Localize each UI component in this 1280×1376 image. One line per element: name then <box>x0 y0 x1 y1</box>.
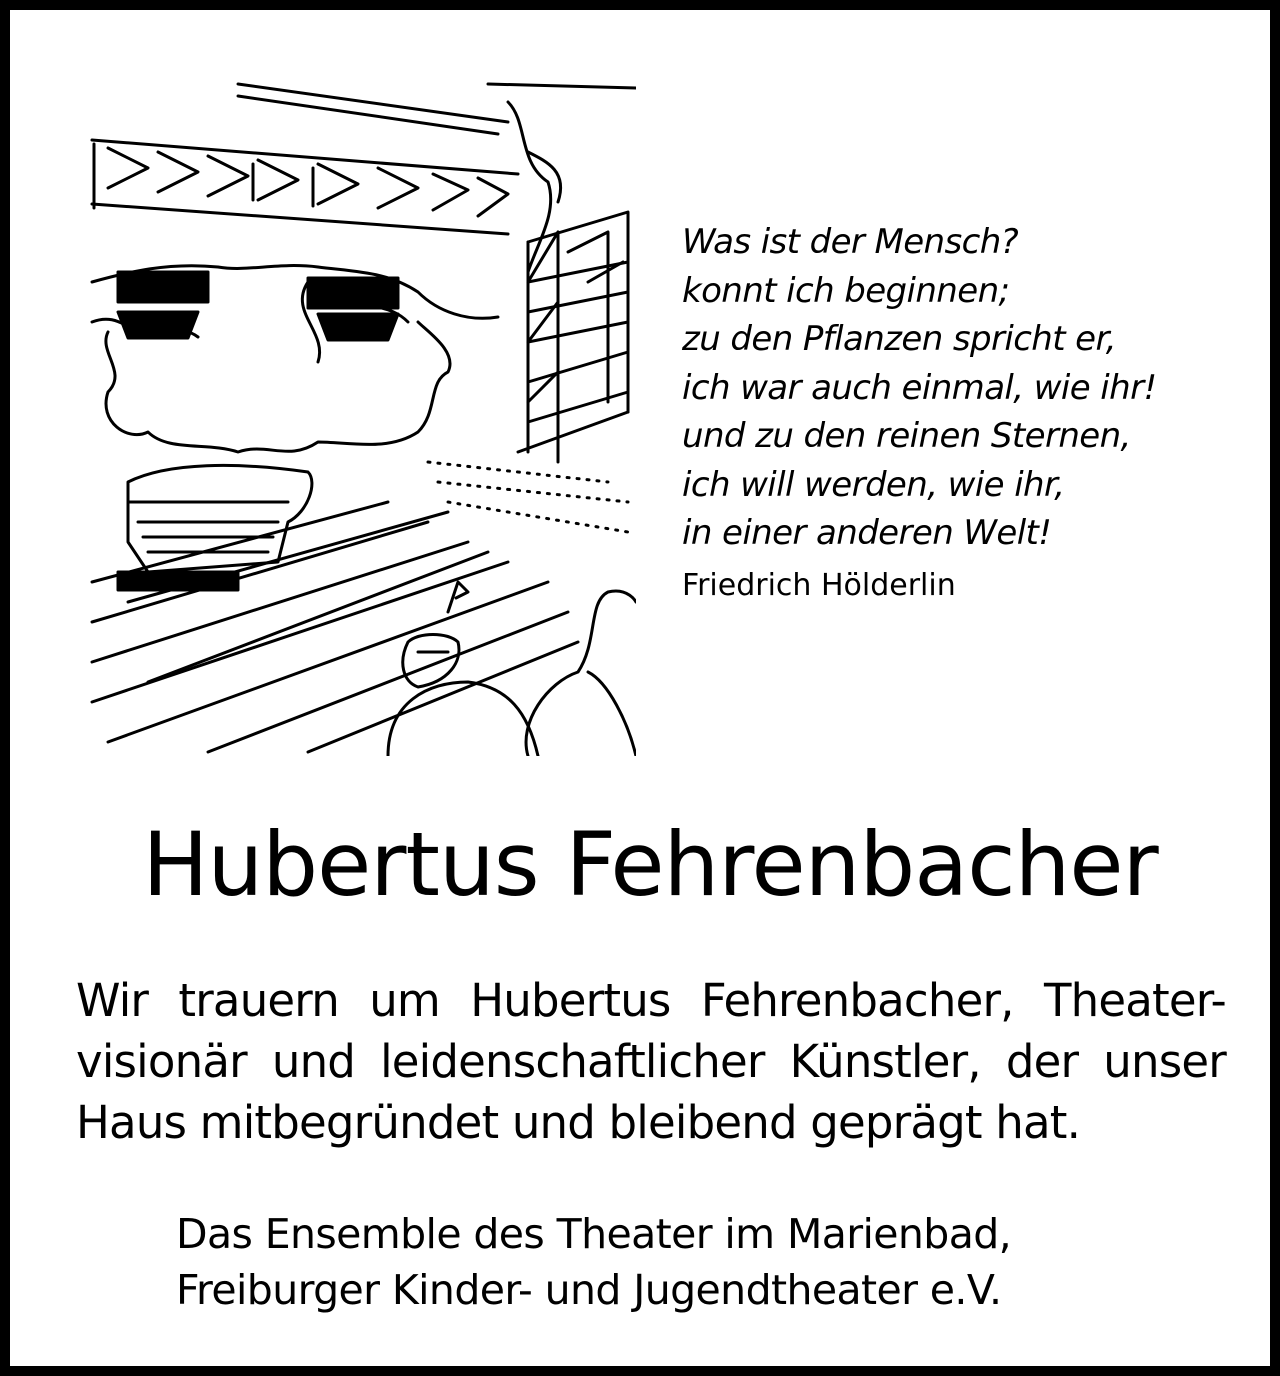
signature-line-1: Das Ensemble des Theater im Marienbad, <box>176 1210 1012 1258</box>
message-word: Künstler, <box>789 1035 981 1088</box>
message-word: um <box>369 974 440 1027</box>
message-word: Fehrenbacher, <box>700 974 1014 1027</box>
message-line-1 <box>76 970 1226 1031</box>
poem-line: ich war auch einmal, wie ihr! <box>682 367 1157 408</box>
poem-author: Friedrich Hölderlin <box>682 568 956 603</box>
poem-line: in einer anderen Welt! <box>682 513 1052 553</box>
poem-quote <box>682 218 1242 558</box>
signature-line-2: Freiburger Kinder- und Jugendtheater e.V. <box>176 1266 1002 1314</box>
message-word: leidenschaftlicher <box>380 1035 765 1088</box>
poem-line: Was ist der Mensch? <box>682 222 1019 262</box>
message-word: Wir <box>76 974 149 1027</box>
poem-line: zu den Pflanzen spricht er, <box>682 319 1116 359</box>
deceased-name: Hubertus Fehrenbacher <box>142 813 1158 916</box>
mourning-message <box>76 970 1226 1153</box>
message-word: visionär <box>76 1035 247 1088</box>
poem-line: konnt ich beginnen; <box>682 270 1010 311</box>
message-word: trauern <box>178 974 339 1027</box>
message-word: Hubertus <box>470 974 671 1027</box>
poem-line: und zu den reinen Sternen, <box>682 416 1131 456</box>
theater-stage-illustration <box>88 82 636 756</box>
message-word: der <box>1005 1035 1079 1088</box>
message-word: und <box>271 1035 356 1088</box>
signature-block <box>176 1206 1176 1318</box>
message-word: unser <box>1103 1035 1226 1088</box>
message-line-2 <box>76 1031 1226 1092</box>
message-word: Theater- <box>1043 974 1226 1027</box>
poem-line: ich will werden, wie ihr, <box>682 464 1065 505</box>
message-line-3: Haus mitbegründet und bleibend geprägt hat. <box>76 1096 1081 1149</box>
theater-stage-sketch-icon <box>88 82 636 756</box>
